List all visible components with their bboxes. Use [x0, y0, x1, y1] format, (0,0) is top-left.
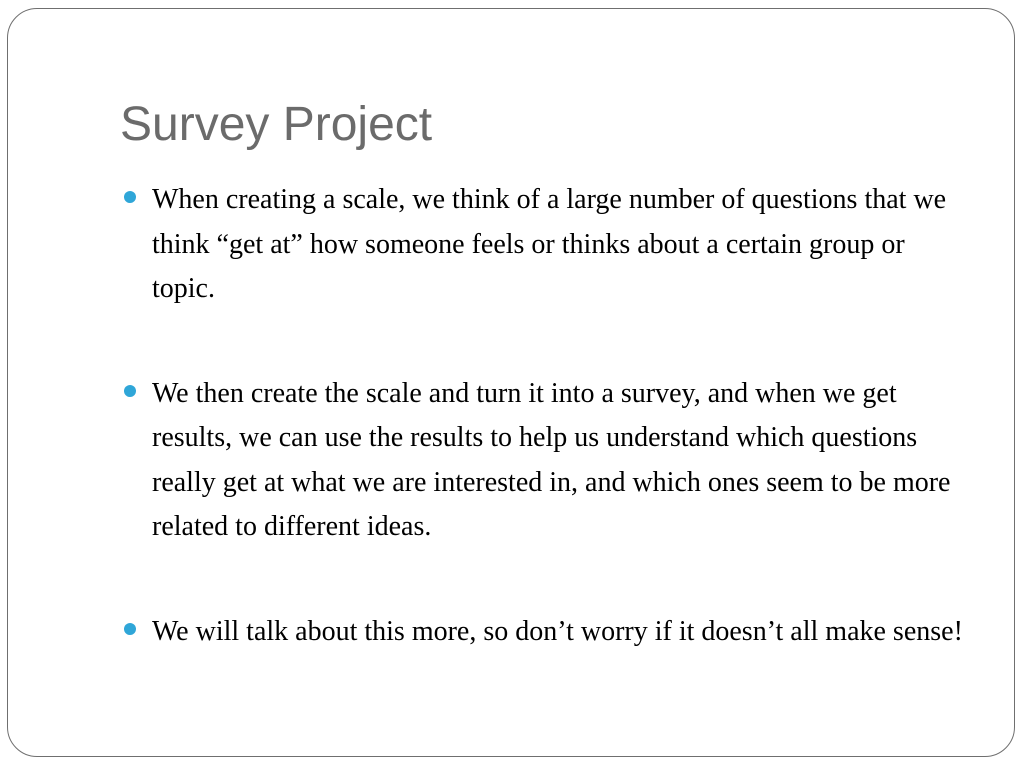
bullet-list	[120, 178, 970, 654]
slide-title: Survey Project	[120, 98, 433, 151]
bullet-text: When creating a scale, we think of a large number of questions that we think “get at” how someone feels or thinks about a certain group or topic.	[152, 184, 947, 304]
bullet-text: We will talk about this more, so don’t worry if it doesn’t all make sense!	[152, 615, 963, 647]
bullet-item	[120, 372, 970, 550]
slide	[7, 8, 1015, 757]
bullet-item	[120, 610, 970, 655]
bullet-text: We then create the scale and turn it into a survey, and when we get results, we can use the results to help us understand which questions really get at what we are interested in, and which ones seem to be more related to different ideas.	[152, 377, 951, 542]
bullet-dot-icon	[124, 191, 136, 203]
bullet-dot-icon	[124, 623, 136, 635]
bullet-item	[120, 178, 970, 312]
bullet-dot-icon	[124, 385, 136, 397]
